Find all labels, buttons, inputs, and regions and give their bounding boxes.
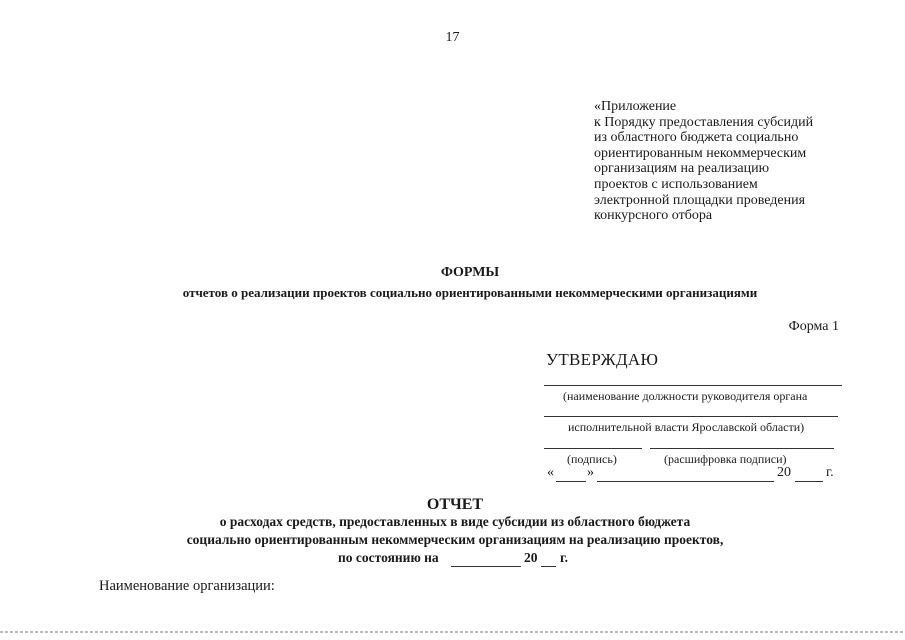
position-line [544,416,838,417]
position-line [544,385,842,386]
appendix-line: ориентированным некоммерческим [594,145,807,161]
decoding-caption: (расшифровка подписи) [664,452,787,466]
signature-caption: (подпись) [567,452,617,466]
signature-line [544,448,642,449]
report-subtitle-line: социально ориентированным некоммерческим организациям на реализацию проектов, [186,532,724,547]
date-suffix: г. [826,465,834,480]
date-day-blank [556,481,586,482]
report-subtitle-line: о расходах средств, предоставленных в виде субсидии из областного бюджета [219,514,691,529]
date-year-prefix: 20 [777,465,791,480]
forms-title: ФОРМЫ [440,265,500,280]
report-year-suffix: г. [560,550,568,565]
report-year-blank [541,566,556,567]
date-close-quote: » [587,465,594,480]
position-caption: исполнительной власти Ярославской области) [568,420,805,434]
appendix-line: к Порядку предоставления субсидий [594,114,814,130]
report-title: ОТЧЕТ [426,496,484,513]
appendix-note [594,99,813,224]
appendix-line: «Приложение [594,99,677,114]
form-number: Форма 1 [788,319,839,334]
date-month-blank [597,481,774,482]
date-year-blank [795,481,823,482]
appendix-line: из областного бюджета социально [594,130,799,146]
signature-decoding-line [650,448,834,449]
page-bottom-edge [0,631,905,633]
appendix-line: организациям на реализацию [594,161,770,177]
approval-header: УТВЕРЖДАЮ [546,350,659,369]
report-date-blank [451,566,521,567]
date-open-quote: « [547,465,554,480]
page-number: 17 [445,30,460,45]
report-year-prefix: 20 [524,550,538,565]
organization-label: Наименование организации: [99,578,275,594]
appendix-line: проектов с использованием [594,176,758,192]
position-caption: (наименование должности руководителя органа [563,389,808,403]
appendix-line: конкурсного отбора [594,208,713,224]
report-as-of-label: по состоянию на [338,550,439,565]
forms-subtitle: отчетов о реализации проектов социально ориентированными некоммерческими организациями [182,285,758,300]
appendix-line: электронной площадки проведения [594,192,806,208]
